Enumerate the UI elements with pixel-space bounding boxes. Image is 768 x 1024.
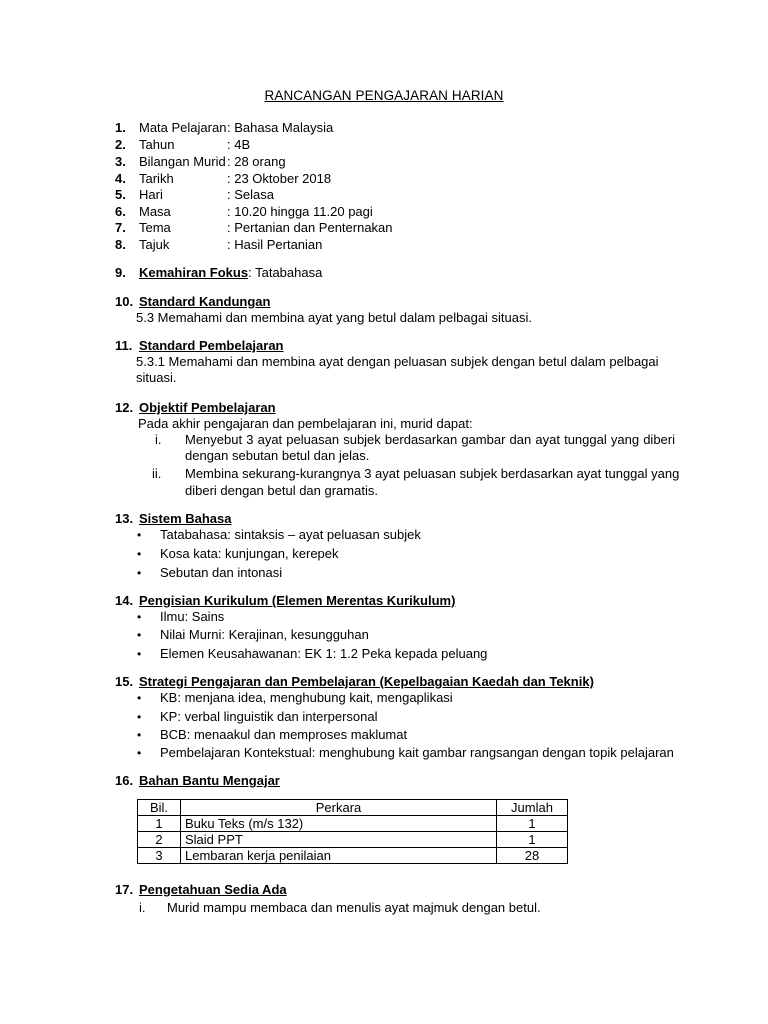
objektif-intro: Pada akhir pengajaran dan pembelajaran ini, murid dapat: <box>138 416 473 431</box>
cell-bil: 3 <box>138 848 181 864</box>
objektif-line: Membina sekurang-kurangnya 3 ayat peluasan subjek berdasarkan ayat tunggal yang <box>185 466 680 481</box>
list-item: BCB: menaakul dan memproses maklumat <box>160 727 408 742</box>
item-number: 1. <box>115 120 126 135</box>
bullet-icon: • <box>137 710 142 724</box>
section-heading-row <box>139 265 322 281</box>
column-header: Bil. <box>138 800 181 816</box>
list-item: KP: verbal linguistik dan interpersonal <box>160 709 378 724</box>
list-item: Tatabahasa: sintaksis – ayat peluasan subjek <box>160 527 421 542</box>
cell-jumlah: 28 <box>497 848 568 864</box>
roman-marker: i. <box>155 432 162 447</box>
section-number: 9. <box>115 265 126 280</box>
objektif-line: Menyebut 3 ayat peluasan subjek berdasarkan gambar dan ayat tunggal yang diberi <box>185 432 675 447</box>
document-title: RANCANGAN PENGAJARAN HARIAN <box>264 88 504 103</box>
column-header: Jumlah <box>497 800 568 816</box>
info-label: Tema <box>139 220 171 235</box>
item-number: 6. <box>115 204 126 219</box>
table-header-row <box>138 800 568 816</box>
item-number: 4. <box>115 171 126 186</box>
section-number: 17. <box>115 882 134 897</box>
bullet-icon: • <box>137 566 142 580</box>
section-number: 11. <box>115 338 133 353</box>
column-header: Perkara <box>181 800 497 816</box>
list-item: Ilmu: Sains <box>160 609 225 624</box>
item-number: 8. <box>115 237 126 252</box>
bullet-icon: • <box>137 628 142 642</box>
cell-bil: 1 <box>138 816 181 832</box>
section-heading: Strategi Pengajaran dan Pembelajaran (Kepelbagaian Kaedah dan Teknik) <box>139 674 594 689</box>
objektif-line: dengan sebutan betul dan jelas. <box>185 448 370 463</box>
info-label: Hari <box>139 187 163 202</box>
roman-marker: i. <box>139 900 146 915</box>
info-value: : Selasa <box>227 187 274 202</box>
section-number: 14. <box>115 593 134 608</box>
info-label: Tarikh <box>139 171 174 186</box>
list-item: Pembelajaran Kontekstual: menghubung kait gambar rangsangan dengan topik pelajaran <box>160 745 674 760</box>
section-heading: Pengetahuan Sedia Ada <box>139 882 287 897</box>
info-value: : 10.20 hingga 11.20 pagi <box>227 204 373 219</box>
bullet-icon: • <box>137 647 142 661</box>
kemahiran-fokus-value: Tatabahasa <box>251 265 323 280</box>
roman-marker: ii. <box>152 466 162 481</box>
bullet-icon: • <box>137 547 142 561</box>
info-label: Tajuk <box>139 237 170 252</box>
cell-bil: 2 <box>138 832 181 848</box>
info-label: Mata Pelajaran <box>139 120 227 135</box>
cell-perkara: Lembaran kerja penilaian <box>181 848 497 864</box>
list-item: Murid mampu membaca dan menulis ayat majmuk dengan betul. <box>167 900 541 915</box>
list-item: Kosa kata: kunjungan, kerepek <box>160 546 339 561</box>
bullet-icon: • <box>137 728 142 742</box>
heading-colon: : <box>248 265 252 280</box>
list-item: Elemen Keusahawanan: EK 1: 1.2 Peka kepada peluang <box>160 646 488 661</box>
table-row <box>138 848 568 864</box>
list-item: Nilai Murni: Kerajinan, kesungguhan <box>160 627 369 642</box>
section-heading: Standard Kandungan <box>139 294 271 309</box>
standard-pembelajaran-line: situasi. <box>136 370 177 385</box>
info-label: Masa <box>139 204 171 219</box>
objektif-line: diberi dengan betul dan gramatis. <box>185 483 378 498</box>
bullet-icon: • <box>137 528 142 542</box>
section-number: 15. <box>115 674 134 689</box>
section-number: 12. <box>115 400 134 415</box>
info-value: : 4B <box>227 137 251 152</box>
list-item: KB: menjana idea, menghubung kait, mengaplikasi <box>160 690 453 705</box>
info-value: : Bahasa Malaysia <box>227 120 334 135</box>
section-number: 10. <box>115 294 134 309</box>
section-heading: Kemahiran Fokus <box>139 265 249 280</box>
section-number: 13. <box>115 511 134 526</box>
cell-perkara: Buku Teks (m/s 132) <box>181 816 497 832</box>
bullet-icon: • <box>137 691 142 705</box>
standard-kandungan-text: 5.3 Memahami dan membina ayat yang betul dalam pelbagai situasi. <box>136 310 533 325</box>
item-number: 2. <box>115 137 126 152</box>
info-value: : Pertanian dan Penternakan <box>227 220 393 235</box>
list-item: Sebutan dan intonasi <box>160 565 283 580</box>
section-heading: Pengisian Kurikulum (Elemen Merentas Kurikulum) <box>139 593 456 608</box>
cell-jumlah: 1 <box>497 832 568 848</box>
section-heading: Sistem Bahasa <box>139 511 232 526</box>
cell-jumlah: 1 <box>497 816 568 832</box>
info-label: Tahun <box>139 137 175 152</box>
info-label: Bilangan Murid <box>139 154 226 169</box>
bullet-icon: • <box>137 746 142 760</box>
section-heading: Bahan Bantu Mengajar <box>139 773 280 788</box>
info-value: : 23 Oktober 2018 <box>227 171 332 186</box>
table-row <box>138 816 568 832</box>
bahan-bantu-table <box>137 799 568 864</box>
standard-pembelajaran-line: 5.3.1 Memahami dan membina ayat dengan peluasan subjek dengan betul dalam pelbagai <box>136 354 659 369</box>
item-number: 5. <box>115 187 126 202</box>
bullet-icon: • <box>137 610 142 624</box>
section-number: 16. <box>115 773 134 788</box>
section-heading: Standard Pembelajaran <box>139 338 284 353</box>
item-number: 7. <box>115 220 126 235</box>
cell-perkara: Slaid PPT <box>181 832 497 848</box>
info-value: : Hasil Pertanian <box>227 237 323 252</box>
info-value: : 28 orang <box>227 154 286 169</box>
item-number: 3. <box>115 154 126 169</box>
table-row <box>138 832 568 848</box>
section-heading: Objektif Pembelajaran <box>139 400 276 415</box>
